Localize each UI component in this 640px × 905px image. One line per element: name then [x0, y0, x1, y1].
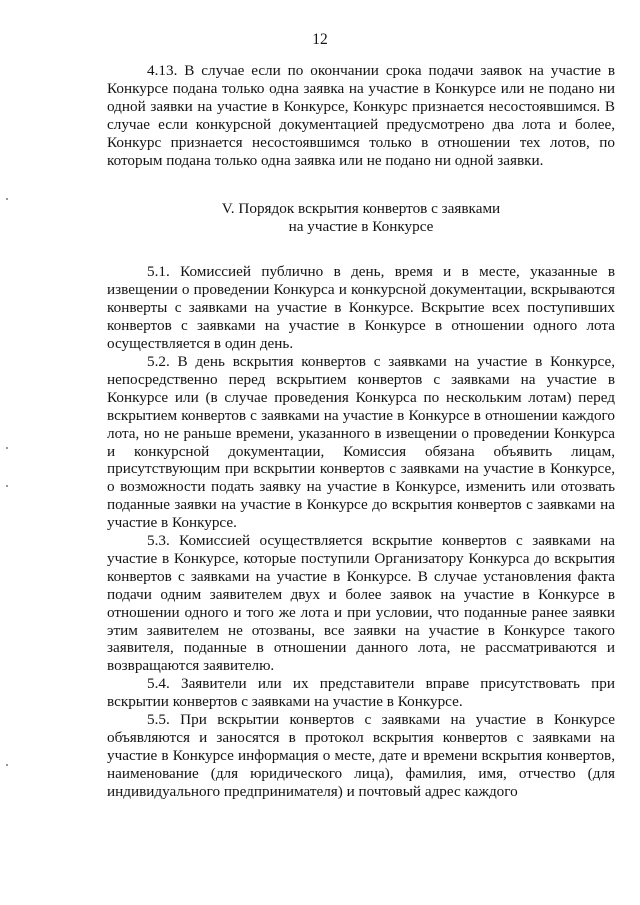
section-heading-line-1: V. Порядок вскрытия конвертов с заявками: [221, 200, 501, 218]
section-heading: [107, 200, 615, 236]
scan-mark: [6, 485, 8, 487]
clause-5-2: 5.2. В день вскрытия конвертов с заявками на участие в Конкурсе, непосредственно перед вскрытием конвертов с заявками на участие в Конкурсе или (в случае проведения Конкурса по нескольким лотам) перед вскрытием конвертов с заявками на участие в Конкурсе в отношении каждого лота, но не раньше времени, указанного в извещении о проведении Конкурса и конкурсной документации, Комиссия обязана объявить лицам, присутствующим при вскрытии конвертов с заявками на участие в Конкурсе, о возможности подать заявку на участие в Конкурсе, изменить или отозвать поданные заявки на участие в Конкурсе до вскрытия конвертов с заявками на участие в Конкурсе.: [107, 352, 615, 532]
clause-5-1: 5.1. Комиссией публично в день, время и в месте, указанные в извещении о проведении Конкурса и конкурсной документации, вскрываются конверты с заявками на участие в Конкурсе. Вскрытие всех поступивших конвертов с заявками на участие в Конкурсе в отношении одного лота осуществляется в один день.: [107, 263, 615, 353]
clause-4-13: 4.13. В случае если по окончании срока подачи заявок на участие в Конкурсе подана только одна заявка на участие в Конкурсе или не подано ни одной заявки на участие в Конкурсе, Конкурс признается несостоявшимся. В случае если конкурсной документацией предусмотрено два лота и более, Конкурс признается несостоявшимся только в отношении тех лотов, по которым подана только одна заявка или не подано ни одной заявки.: [107, 62, 615, 169]
clause-5-5: 5.5. При вскрытии конвертов с заявками на участие в Конкурсе объявляются и заносятся в протокол вскрытия конвертов с заявками на участие в Конкурсе информация о месте, дате и времени вскрытия конвертов, наименование (для юридического лица), фамилия, имя, отчество (для индивидуального предпринимателя) и почтовый адрес каждого: [107, 711, 615, 800]
section-heading-line-2: на участие в Конкурсе: [288, 218, 434, 236]
page-number: 12: [312, 31, 328, 48]
clause-5-3: 5.3. Комиссией осуществляется вскрытие конвертов с заявками на участие в Конкурсе, которые поступили Организатору Конкурса до вскрытия конвертов с заявками на участие в Конкурсе. В случае установления факта подачи одним заявителем двух и более заявок на участие в Конкурсе в отношении одного и того же лота и при условии, что поданные ранее заявки этим заявителем не отозваны, все заявки на участие в Конкурсе такого заявителя, поданные в отношении данного лота, не рассматриваются и возвращаются заявителю.: [107, 532, 615, 675]
scan-mark: [6, 447, 8, 449]
scan-mark: [6, 198, 8, 200]
scan-mark: [6, 764, 8, 766]
document-body: [107, 62, 615, 801]
clause-5-4: 5.4. Заявители или их представители вправе присутствовать при вскрытии конвертов с заявками на участие в Конкурсе.: [107, 675, 615, 711]
